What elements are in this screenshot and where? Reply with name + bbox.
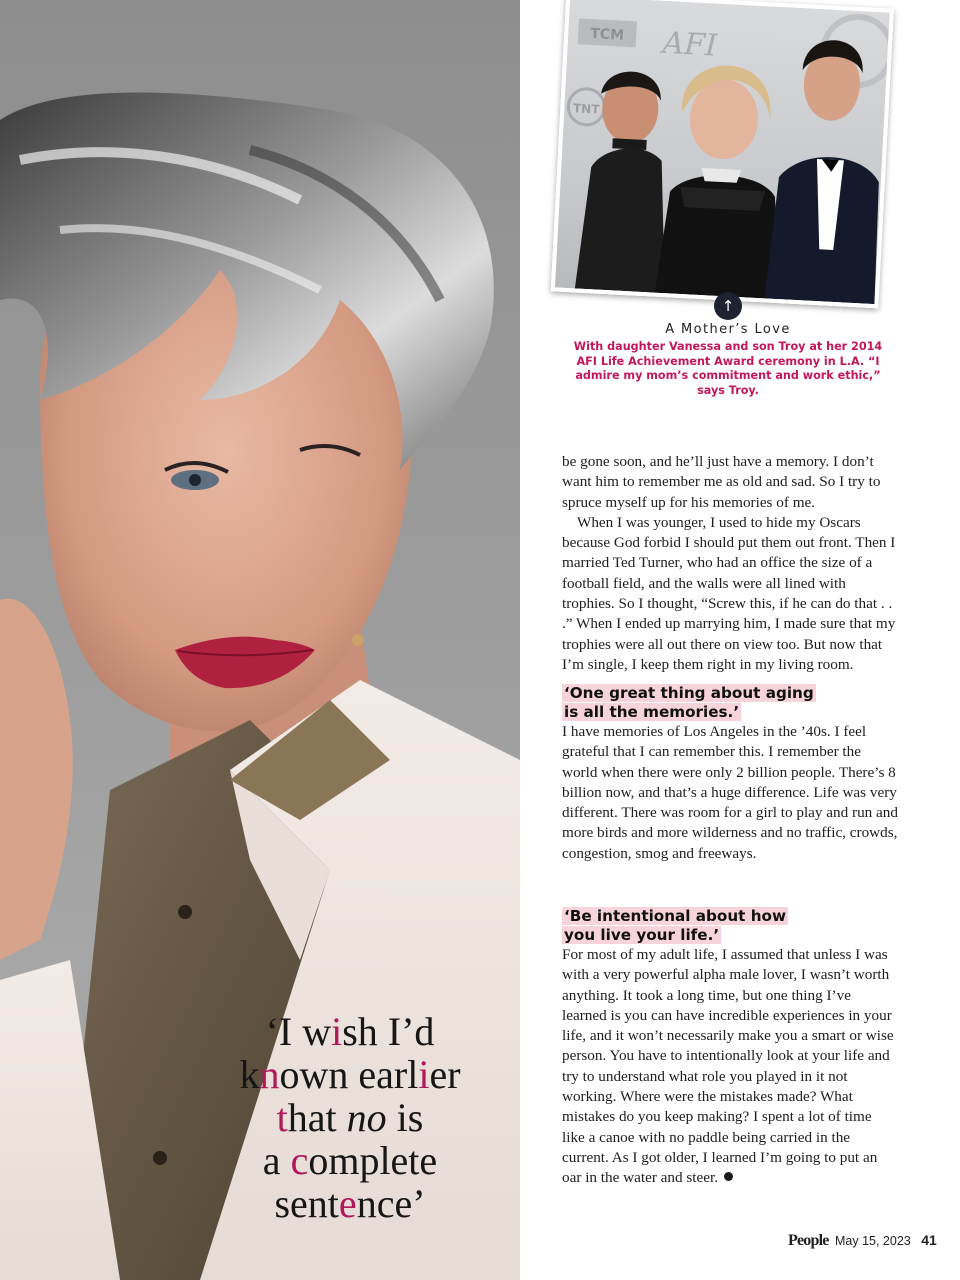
pull-quote-line: that no is: [276, 1095, 424, 1140]
article-section-intentional: [562, 907, 898, 1189]
event-photo: [551, 0, 894, 308]
caption-text: With daughter Vanessa and son Troy at her 2014 AFI Life Achievement Award ceremony in L.A. “I admire my mom’s commitment and work ethic,” says Troy.: [573, 340, 883, 397]
article-intro: [562, 452, 898, 675]
subhead-intentional: ‘Be intentional about how you live your life.’: [564, 907, 786, 944]
body-paragraph: be gone soon, and he’ll just have a memory. I don’t want him to remember me as old and sad. So I try to spruce myself up for his memories of me.: [562, 453, 881, 511]
body-paragraph: For most of my adult life, I assumed that unless I was with a very powerful alpha male lover, I wasn’t worth anything. It took a long time, but one thing I’ve learned is you can have incredible experiences in your life, and it won’t necessarily make you a smart or wise person. You have to intentionally look at your life and try to understand what role you played in it not working. Where were the mistakes made? What mistakes do you keep making? I spent a lot of time like a canoe with no paddle being carried in the current. As I got older, I learned I’m going to put an oar in the water and steer.: [562, 946, 894, 1187]
pull-quote-line: known earlier: [239, 1052, 461, 1097]
caption-title: A Mother’s Love: [665, 322, 791, 337]
magazine-brand: People: [788, 1232, 829, 1249]
pull-quote-line: sentence’: [274, 1181, 426, 1226]
page-number: 41: [921, 1232, 937, 1248]
end-mark-icon: [724, 1172, 733, 1181]
arrow-up-icon: ↑: [714, 292, 742, 320]
afi-logo: AFI: [661, 25, 718, 64]
event-photo-illustration: [555, 0, 890, 304]
body-paragraph: When I was younger, I used to hide my Oscars because God forbid I should put them out front. Then I married Ted Turner, who had an office the size of a football field, and the walls were all lined with trophies. So I thought, “Screw this, if he can do that . . .” When I ended up marrying him, I made sure that my trophies were all out there on view too. But now that I’m single, I keep them right in my living room.: [562, 513, 896, 673]
pull-quote-line: a complete: [262, 1138, 438, 1183]
pull-quote: [225, 1010, 475, 1225]
pull-quote-line: ‘I wish I’d: [265, 1009, 435, 1054]
page-footer: [788, 1232, 937, 1256]
photo-caption: [563, 322, 893, 398]
tnt-logo: TNT: [572, 101, 600, 117]
article-section-memories: [562, 684, 898, 864]
issue-date: May 15, 2023: [834, 1234, 911, 1248]
subhead-memories: ‘One great thing about aging is all the memories.’: [564, 684, 814, 721]
tcm-logo: TCM: [589, 25, 625, 44]
body-paragraph: I have memories of Los Angeles in the ’40s. I feel grateful that I can remember this. I remember the world when there were only 2 billion people. There’s 8 billion now, and that’s a huge difference. Life was very different. There was room for a girl to play and run and more birds and more wilderness and no traffic, crowds, congestion, smog and freeways.: [562, 723, 898, 862]
event-photo-frame: [550, 0, 894, 320]
